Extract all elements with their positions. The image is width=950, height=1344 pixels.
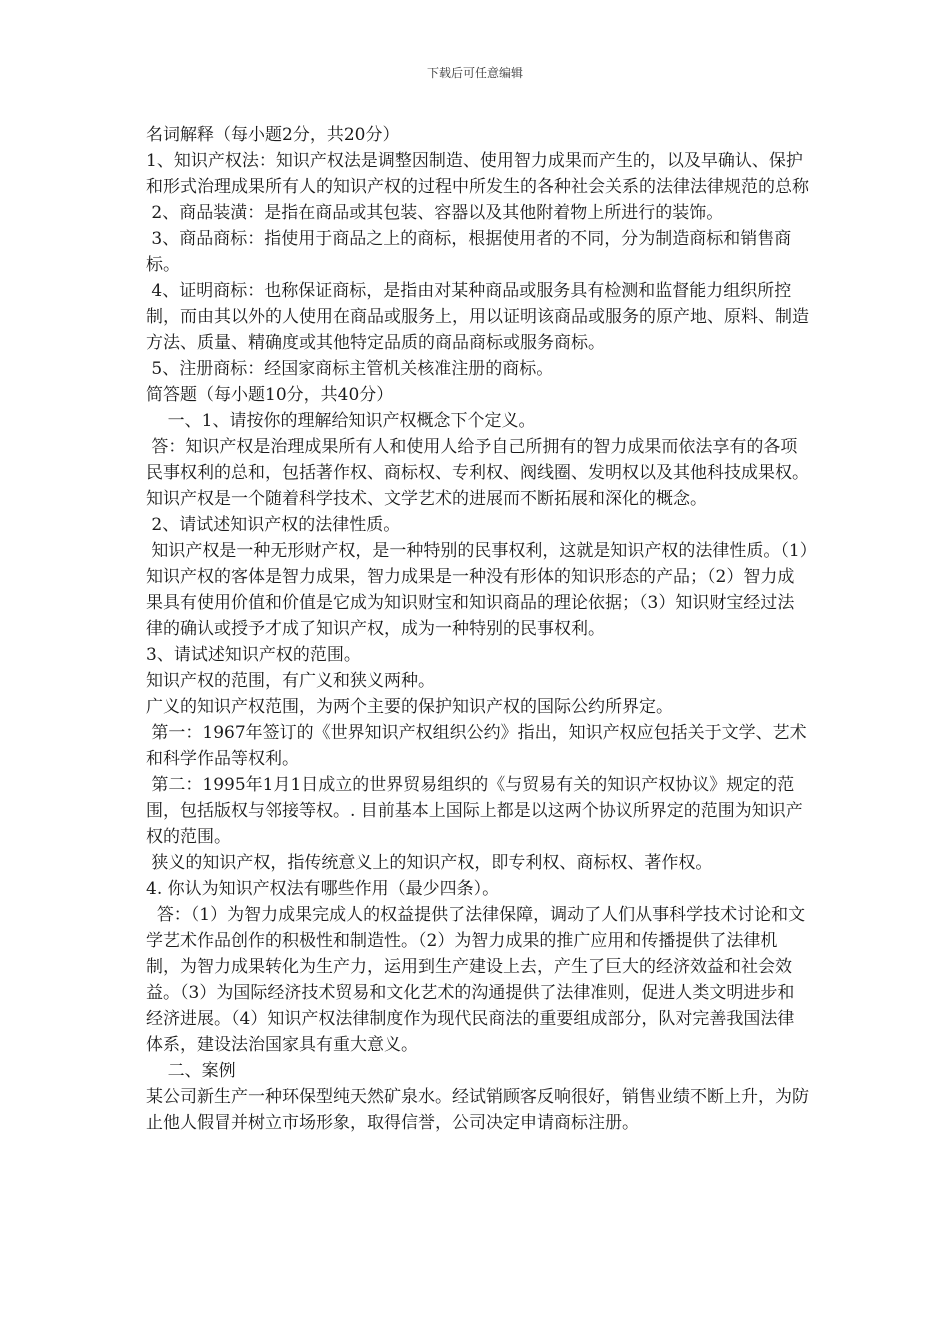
document-body (146, 122, 810, 1136)
answer: 答：知识产权是治理成果所有人和使用人给予自己所拥有的智力成果而依法享有的各项民事权利的总和，包括著作权、商标权、专利权、阀线圈、发明权以及其他科技成果权。知识产权是一个随着科学技术、文学艺术的进展而不断拓展和深化的概念。 (146, 437, 809, 509)
answer: 第二：1995年1月1日成立的世界贸易组织的《与贸易有关的知识产权协议》规定的范围，包括版权与邻接等权。. 目前基本上国际上都是以这两个协议所界定的范围为知识产权的范围。 (146, 775, 803, 847)
answer: 知识产权是一种无形财产权，是一种特别的民事权利，这就是知识产权的法律性质。（1）知识产权的客体是智力成果，智力成果是一种没有形体的知识形态的产品；（2）智力成果具有使用价值和价值是它成为知识财宝和知识商品的理论依据；（3）知识财宝经过法律的确认或授予才成了知识产权，成为一种特别的民事权利。 (146, 541, 809, 639)
answer: 知识产权的范围，有广义和狭义两种。 (146, 671, 435, 691)
answer: 广义的知识产权范围，为两个主要的保护知识产权的国际公约所界定。 (146, 697, 673, 717)
paragraph: 4、证明商标：也称保证商标，是指由对某种商品或服务具有检测和监督能力组织所控制，而由其以外的人使用在商品或服务上，用以证明该商品或服务的原产地、原料、制造方法、质量、精确度或其他特定品质的商品商标或服务商标。 (146, 281, 809, 353)
section-heading-definitions: 名词解释（每小题2分，共20分） (146, 125, 400, 145)
paragraph: 1、知识产权法：知识产权法是调整因制造、使用智力成果而产生的，以及早确认、保护和形式治理成果所有人的知识产权的过程中所发生的各种社会关系的法律法律规范的总称 (146, 151, 809, 197)
answer: 第一：1967年签订的《世界知识产权组织公约》指出，知识产权应包括关于文学、艺术和科学作品等权利。 (146, 723, 807, 769)
question: 2、请试述知识产权的法律性质。 (146, 515, 401, 535)
answer: 答：（1）为智力成果完成人的权益提供了法律保障，调动了人们从事科学技术讨论和文学艺术作品创作的积极性和制造性。（2）为智力成果的推广应用和传播提供了法律机制，为智力成果转化为生产力，运用到生产建设上去，产生了巨大的经济效益和社会效益。（3）为国际经济技术贸易和文化艺术的沟通提供了法律准则，促进人类文明进步和经济进展。（4）知识产权法律制度作为现代民商法的重要组成部分，队对完善我国法律体系，建设法治国家具有重大意义。 (146, 905, 806, 1055)
paragraph: 2、商品装潢：是指在商品或其包装、容器以及其他附着物上所进行的装饰。 (146, 203, 724, 223)
paragraph: 某公司新生产一种环保型纯天然矿泉水。经试销顾客反响很好，销售业绩不断上升，为防止他人假冒并树立市场形象，取得信誉，公司决定申请商标注册。 (146, 1087, 809, 1133)
page-header: 下载后可任意编辑 (426, 66, 523, 80)
question: 一、1、请按你的理解给知识产权概念下个定义。 (146, 411, 536, 431)
section-heading-short-answer: 简答题（每小题10分，共40分） (146, 385, 394, 405)
answer: 狭义的知识产权，指传统意义上的知识产权，即专利权、商标权、著作权。 (146, 853, 713, 873)
section-heading-case: 二、案例 (146, 1061, 236, 1081)
question: 4. 你认为知识产权法有哪些作用（最少四条）。 (146, 879, 500, 899)
paragraph: 3、商品商标：指使用于商品之上的商标，根据使用者的不同，分为制造商标和销售商标。 (146, 229, 792, 275)
question: 3、请试述知识产权的范围。 (146, 645, 361, 665)
paragraph: 5、注册商标：经国家商标主管机关核准注册的商标。 (146, 359, 554, 379)
